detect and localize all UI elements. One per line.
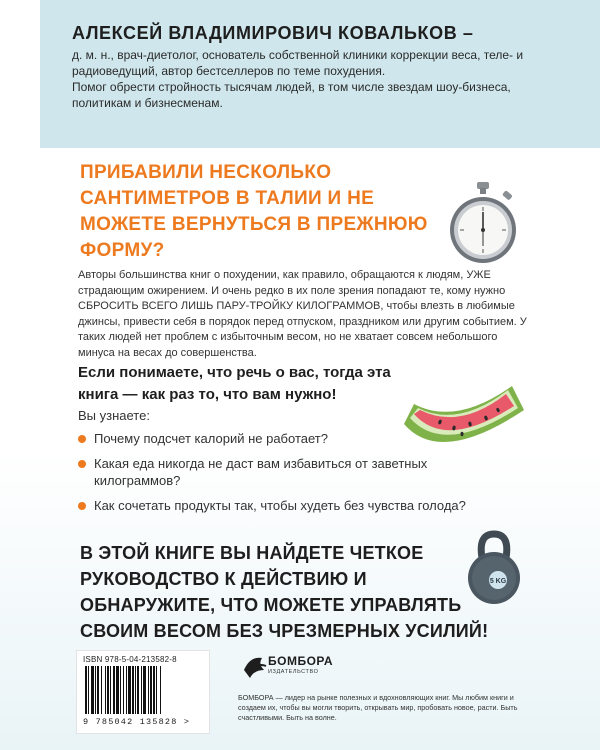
bullet-icon <box>78 460 86 468</box>
bullet-icon <box>78 435 86 443</box>
author-banner <box>40 0 600 148</box>
intro-paragraph: Авторы большинства книг о похудении, как правило, обращаются к людям, УЖЕ страдающим ожирением. И очень редко в их поле зрения попадают те, кому нужно СБРОСИТЬ ВСЕГО ЛИШЬ ПАРУ-ТРОЙКУ КИЛОГРАММОВ, чтобы влезть в любимые джинсы, привести себя в порядок перед отпуском, праздником или другим событием. У таких людей нет проблем с избыточным весом, но не хватает совсем небольшого минуса на весах до совершенства. <box>78 269 527 359</box>
author-credentials: д. м. н., врач-диетолог, основатель собственной клиники коррекции веса, теле- и радиоведущий, автор бестселлеров по теме похудения. <box>72 48 524 78</box>
publisher-name: БОМБОРА <box>268 654 334 668</box>
publisher-subtitle: ИЗДАТЕЛЬСТВО <box>268 669 319 675</box>
bullet-text: Как сочетать продукты так, чтобы худеть без чувства голода? <box>94 498 466 513</box>
author-name: АЛЕКСЕЙ ВЛАДИМИРОВИЧ КОВАЛЬКОВ – <box>72 23 474 43</box>
bullet-icon <box>78 502 86 510</box>
author-achievement: Помог обрести стройность тысячам людей, в том числе звездам шоу-бизнеса, политикам и бизнесменам. <box>72 80 511 110</box>
list-item <box>78 430 498 447</box>
publisher-description: БОМБОРА — лидер на рынке полезных и вдохновляющих книг. Мы любим книги и создаем их, чтобы вы могли творить, открывать мир, пробовать новое, расти. Быть счастливыми. Быть на волне. <box>238 693 518 722</box>
isbn-text: ISBN 978-5-04-213582-8 <box>83 655 177 664</box>
barcode-digits: 9 785042 135828 > <box>83 717 191 727</box>
list-item <box>78 455 498 489</box>
kettlebell-icon <box>462 528 526 608</box>
learn-label: Вы узнаете: <box>78 408 150 423</box>
tagline: Если понимаете, что речь о вас, тогда эта книга — как раз то, что вам нужно! <box>78 364 391 403</box>
bullet-text: Какая еда никогда не даст вам избавиться от заветных килограммов? <box>94 456 428 488</box>
stopwatch-icon <box>445 180 521 266</box>
headline: ПРИБАВИЛИ НЕСКОЛЬКО САНТИМЕТРОВ В ТАЛИИ И НЕ МОЖЕТЕ ВЕРНУТЬСЯ В ПРЕЖНЮЮ ФОРМУ? <box>80 162 428 261</box>
kettlebell-label: 5 KG <box>489 578 507 585</box>
barcode-block <box>76 650 210 734</box>
bullet-text: Почему подсчет калорий не работает? <box>94 431 328 446</box>
list-item <box>78 497 498 514</box>
barcode-icon <box>83 666 203 716</box>
benefits-list <box>78 430 498 522</box>
main-claim: В ЭТОЙ КНИГЕ ВЫ НАЙДЕТЕ ЧЕТКОЕ РУКОВОДСТВО К ДЕЙСТВИЮ И ОБНАРУЖИТЕ, ЧТО МОЖЕТЕ УПРАВЛЯТЬ СВОИМ ВЕСОМ БЕЗ ЧРЕЗМЕРНЫХ УСИЛИЙ! <box>80 543 489 641</box>
